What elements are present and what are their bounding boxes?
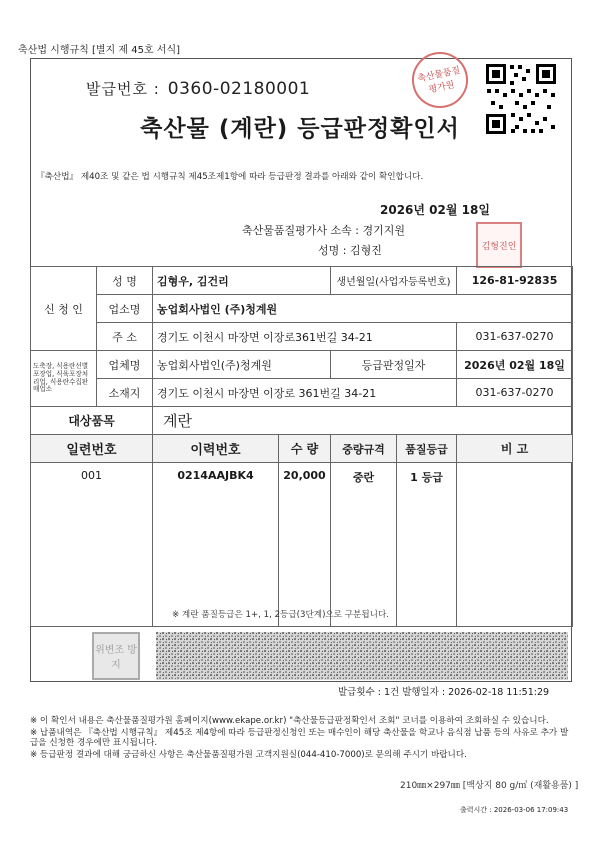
grading-date-value: 2026년 02월 18일 bbox=[457, 351, 573, 379]
paper-spec: 210㎜×297㎜ [백상지 80 g/㎡ (재활용품) ] bbox=[400, 781, 579, 791]
col-header-remarks: 비 고 bbox=[457, 435, 573, 463]
name-label: 성 명 bbox=[97, 267, 153, 295]
product-label: 대상품목 bbox=[31, 407, 153, 435]
print-time: 출력시간 : 2026-03-06 17:09:43 bbox=[460, 806, 569, 814]
grade-note: ※ 계란 품질등급은 1+, 1, 2등급(3단계)으로 구분됩니다. bbox=[172, 610, 389, 620]
issue-label: 발급번호 : bbox=[86, 80, 160, 98]
business-company-label: 업체명 bbox=[97, 351, 153, 379]
address-phone: 031-637-0270 bbox=[457, 323, 573, 351]
seal-text: 축산물품질평가원 bbox=[416, 65, 462, 96]
cell-remarks bbox=[457, 463, 573, 627]
business-section-label: 도축장, 식용란선별포장업, 식육포장처리업, 식용란수집판매업소 bbox=[31, 351, 97, 407]
anti-forgery-pattern bbox=[156, 632, 568, 680]
footnote-item: ※ 이 확인서 내용은 축산물품질평가원 홈페이지(www.ekape.or.kr) "축산물등급판정확인서 조회" 코너를 이용하여 조회하실 수 있습니다. bbox=[30, 716, 549, 726]
footnotes bbox=[30, 716, 570, 761]
issue-number: 0360-02180001 bbox=[167, 79, 311, 99]
security-stamp-image bbox=[92, 632, 140, 680]
address-value: 경기도 이천시 마장면 이장로361번길 34-21 bbox=[153, 323, 457, 351]
personal-stamp-image bbox=[476, 222, 522, 268]
col-header-weight: 중량규격 bbox=[331, 435, 397, 463]
certificate-table bbox=[30, 266, 573, 627]
footnote-item: ※ 등급판정 결과에 대해 궁금하신 사항은 축산물품질평가원 고객지원실(044-410-7000)로 문의해 주시기 바랍니다. bbox=[30, 749, 467, 760]
grading-date-label: 등급판정일자 bbox=[331, 351, 457, 379]
confirmation-date: 2026년 02월 18일 bbox=[380, 203, 490, 217]
cell-serial: 001 bbox=[31, 463, 153, 627]
inspector-affiliation: 축산물품질평가사 소속 : 경기지원 bbox=[242, 224, 405, 237]
col-header-quantity: 수 량 bbox=[279, 435, 331, 463]
company-value: 농업회사법인 (주)청계원 bbox=[153, 295, 573, 323]
product-value: 계란 bbox=[153, 407, 573, 435]
document-title: 축산물 (계란) 등급판정확인서 bbox=[140, 116, 460, 142]
cell-quantity: 20,000 bbox=[279, 463, 331, 627]
location-phone: 031-637-0270 bbox=[457, 379, 573, 407]
issue-number-row bbox=[86, 78, 310, 99]
intro-text: 『축산법』 제40조 및 같은 법 시행규칙 제45조제1항에 따라 등급판정 결과를 아래와 같이 확인합니다. bbox=[36, 172, 424, 182]
birth-value: 126-81-92835 bbox=[457, 267, 573, 295]
cell-grade: 1 등급 bbox=[397, 463, 457, 627]
applicant-section-label: 신 청 인 bbox=[31, 267, 97, 351]
col-header-serial: 일련번호 bbox=[31, 435, 153, 463]
cell-weight: 중란 bbox=[331, 463, 397, 627]
birth-label: 생년월일(사업자등록번호) bbox=[331, 267, 457, 295]
col-header-grade: 품질등급 bbox=[397, 435, 457, 463]
address-label: 주 소 bbox=[97, 323, 153, 351]
company-label: 업소명 bbox=[97, 295, 153, 323]
security-stamp-text: 위변조 방지 bbox=[95, 645, 137, 671]
issue-count-and-date: 발급횟수 : 1건 발행일자 : 2026-02-18 11:51:29 bbox=[338, 687, 550, 698]
location-label: 소재지 bbox=[97, 379, 153, 407]
location-value: 경기도 이천시 마장면 이장로 361번길 34-21 bbox=[153, 379, 457, 407]
name-value: 김형우, 김건리 bbox=[153, 267, 331, 295]
col-header-trace: 이력번호 bbox=[153, 435, 279, 463]
inspector-name: 성명 : 김형진 bbox=[318, 244, 382, 257]
stamp-text: 김형진인 bbox=[481, 241, 517, 252]
business-company-value: 농업회사법인(주)청계원 bbox=[153, 351, 331, 379]
cell-trace: 0214AAJBK4 bbox=[153, 463, 279, 627]
footnote-item: ※ 납품내역은 『축산법 시행규칙』 제45조 제4항에 따라 등급판정신청인 또는 매수인이 해당 축산물을 학교나 음식점 납품 등의 사유로 추가 발급을 신청한 경우에만 표시됩니다. bbox=[30, 727, 569, 749]
law-reference: 축산법 시행규칙 [별지 제 45호 서식] bbox=[18, 45, 181, 56]
